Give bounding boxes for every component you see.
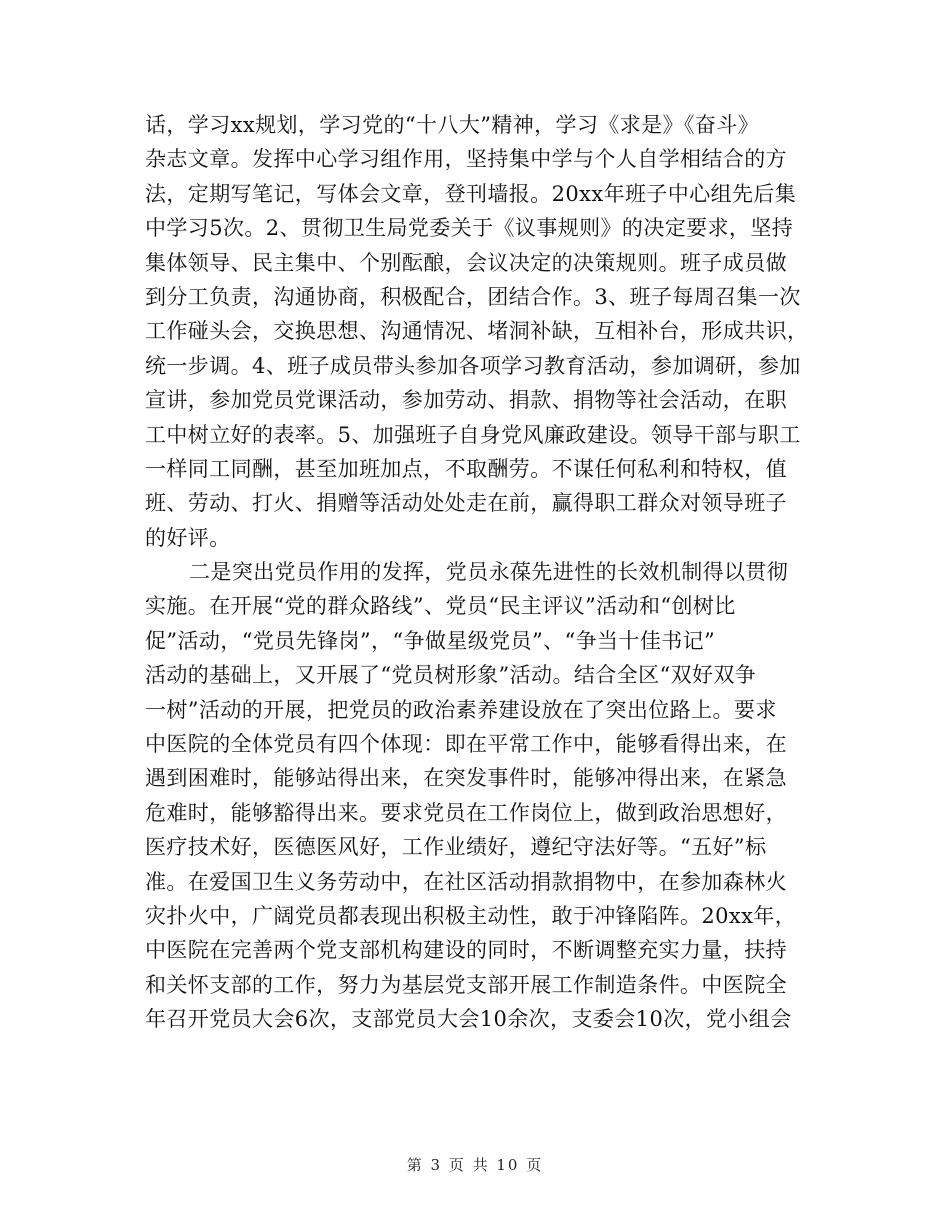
page-number-footer: 第 3 页 共 10 页: [406, 1156, 544, 1174]
text-line: 法，定期写笔记，写体会文章，登刊墙报。20xx年班子中心组先后集: [145, 181, 797, 206]
text-line: 活动的基础上，又开展了“党员树形象”活动。结合全区“双好双争: [145, 663, 757, 688]
text-line: 到分工负责，沟通协商，积极配合，团结合作。3、班子每周召集一次: [145, 284, 801, 309]
text-line: 工中树立好的表率。5、加强班子自身党风廉政建设。领导干部与职工: [145, 422, 801, 447]
text-line: 遇到困难时，能够站得出来，在突发事件时，能够冲得出来，在紧急: [145, 766, 787, 791]
text-line: 工作碰头会，交换思想、沟通情况、堵洞补缺，互相补台，形成共识，: [145, 319, 809, 344]
text-line: 准。在爱国卫生义务劳动中，在社区活动捐款捐物中，在参加森林火: [145, 869, 787, 894]
paragraph-1: [145, 108, 810, 555]
text-line: 统一步调。4、班子成员带头参加各项学习教育活动，参加调研，参加: [145, 353, 801, 378]
paragraph-2: [145, 555, 810, 1036]
text-line: 医疗技术好，医德医风好，工作业绩好，遵纪守法好等。“五好”标: [145, 835, 767, 860]
text-line: 杂志文章。发挥中心学习组作用，坚持集中学与个人自学相结合的方: [145, 147, 787, 172]
text-line: 中医院的全体党员有四个体现：即在平常工作中，能够看得出来，在: [145, 732, 787, 757]
text-line: 宣讲，参加党员党课活动，参加劳动、捐款、捐物等社会活动，在职: [145, 388, 787, 413]
text-line: 和关怀支部的工作，努力为基层党支部开展工作制造条件。中医院全: [145, 972, 787, 997]
text-line: 中医院在完善两个党支部机构建设的同时，不断调整充实力量，扶持: [145, 938, 787, 963]
text-line: 促”活动，“党员先锋岗”，“争做星级党员”、“争当十佳书记”: [145, 628, 716, 653]
text-line: 一样同工同酬，甚至加班加点，不取酬劳。不谋任何私利和特权，值: [145, 456, 787, 481]
text-line: 集体领导、民主集中、个别酝酿，会议决定的决策规则。班子成员做: [145, 250, 787, 275]
text-line: 班、劳动、打火、捐赠等活动处处走在前，赢得职工群众对领导班子: [145, 491, 787, 516]
text-line: 实施。在开展“党的群众路线”、党员“民主评议”活动和“创树比: [145, 594, 736, 619]
text-line: 中学习5次。2、贯彻卫生局党委关于《议事规则》的决定要求，坚持: [145, 216, 794, 241]
body-text: [145, 108, 810, 1037]
text-line: 的好评。: [145, 525, 231, 550]
text-line: 一树”活动的开展，把党员的政治素养建设放在了突出位路上。要求: [145, 697, 777, 722]
text-line: 年召开党员大会6次，支部党员大会10余次，支委会10次，党小组会: [145, 1007, 792, 1032]
text-line: 话，学习xx规划，学习党的“十八大”精神，学习《求是》《奋斗》: [145, 113, 760, 137]
text-line: 二是突出党员作用的发挥，党员永葆先进性的长效机制得以贯彻: [189, 560, 789, 585]
text-line: 危难时，能够豁得出来。要求党员在工作岗位上，做到政治思想好，: [145, 800, 787, 825]
text-line: 灾扑火中，广阔党员都表现出积极主动性，敢于冲锋陷阵。20xx年，: [145, 903, 797, 928]
